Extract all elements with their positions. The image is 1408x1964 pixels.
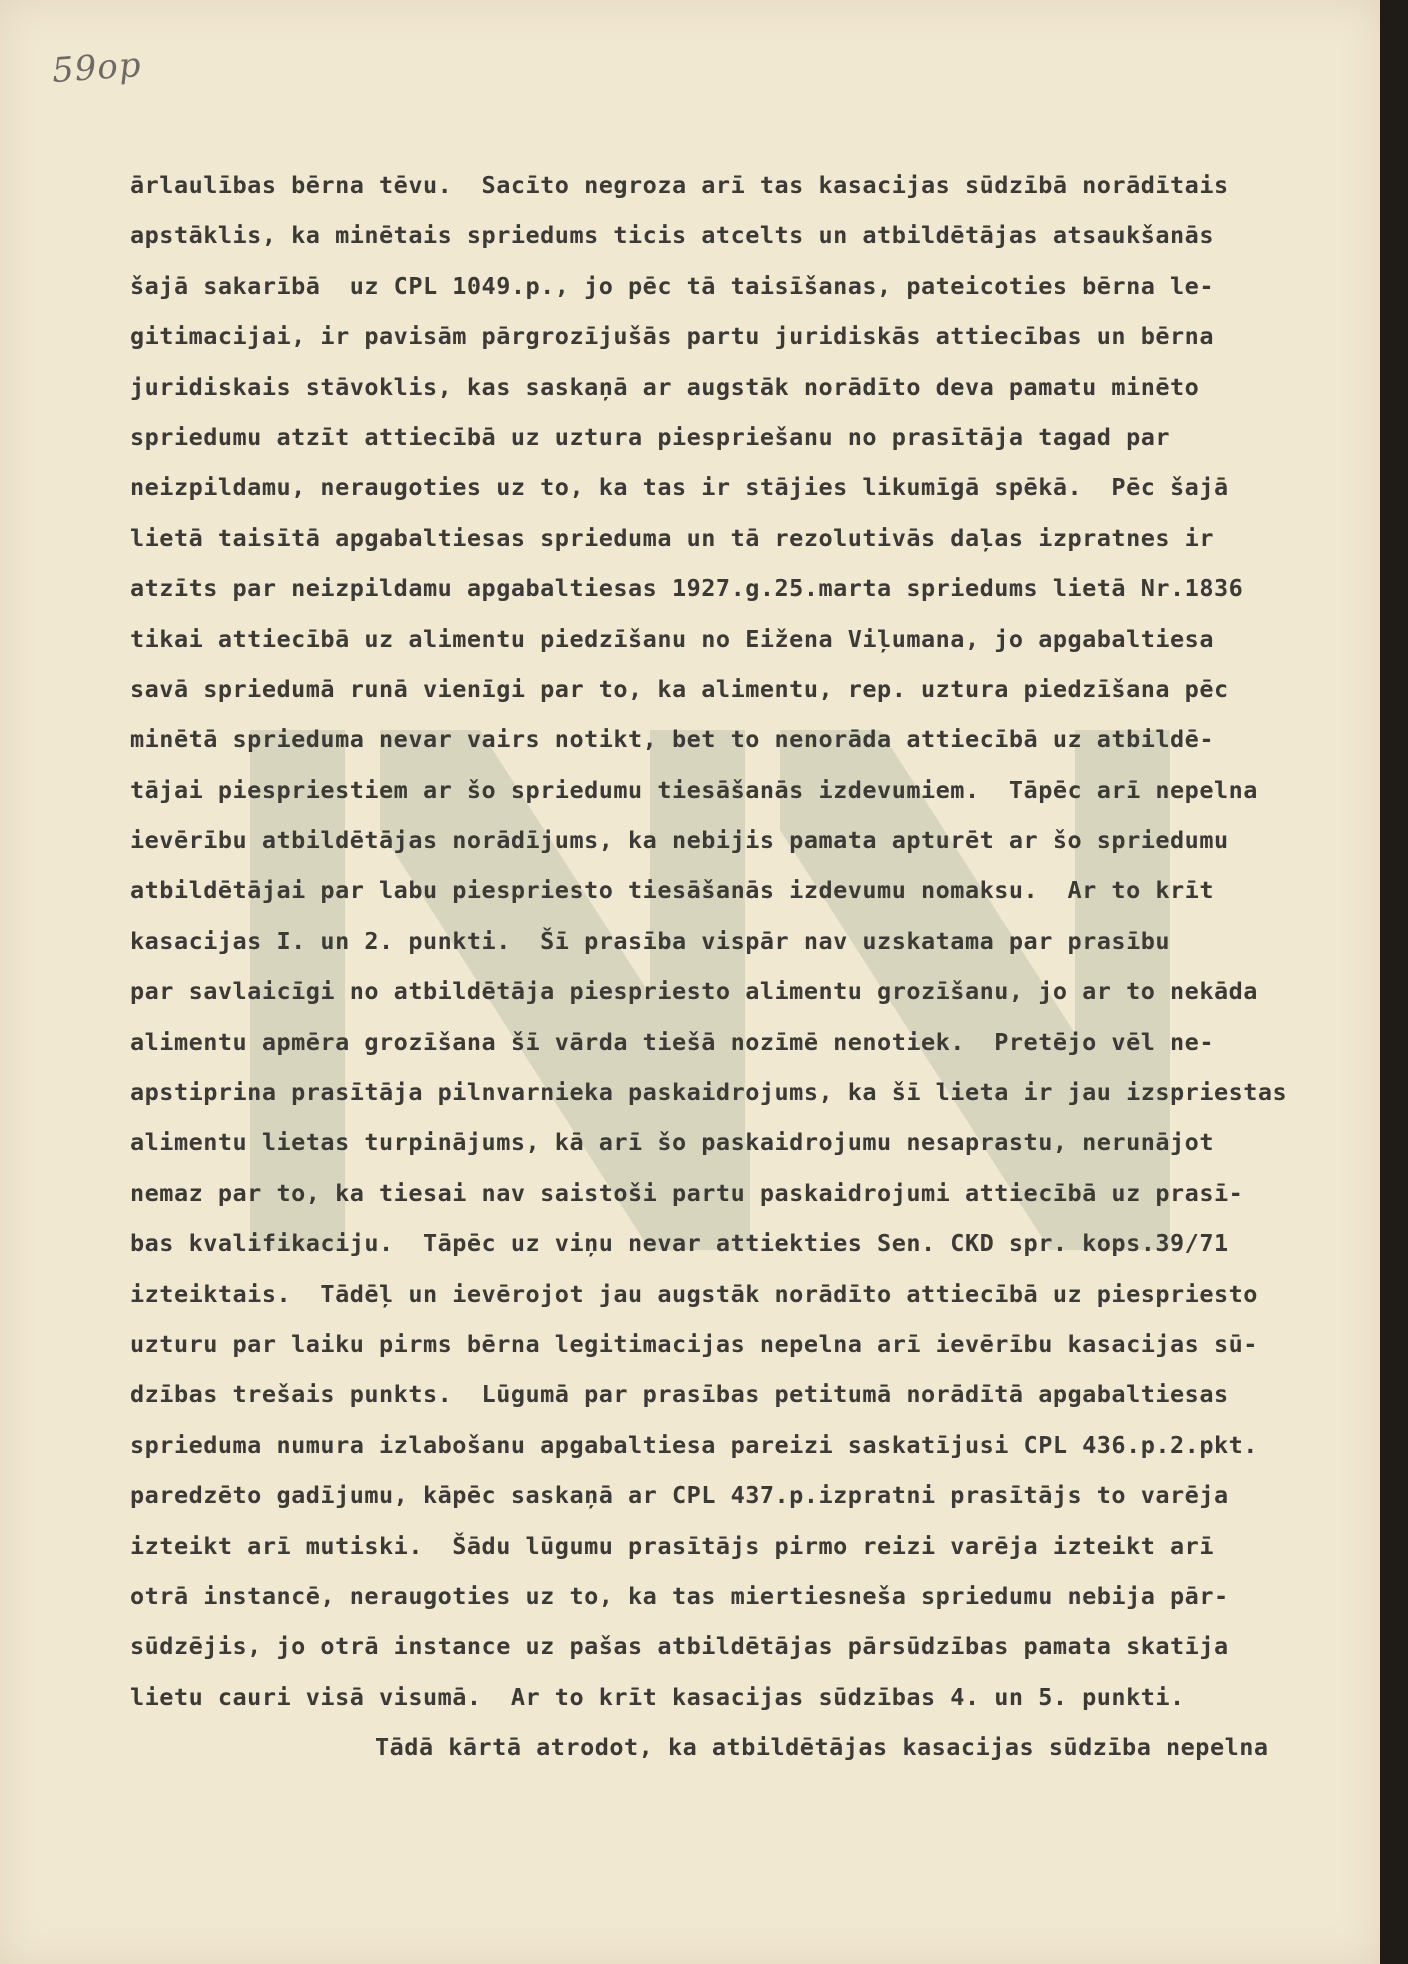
scan-border (1380, 0, 1408, 1964)
text-line: kasacijas I. un 2. punkti. Šī prasība vispār nav uzskatama par prasību (130, 926, 1171, 955)
text-line: tājai piespriestiem ar šo spriedumu tiesāšanās izdevumiem. Tāpēc arī nepelna (130, 775, 1258, 804)
text-line: lietā taisītā apgabaltiesas sprieduma un tā rezolutivās daļas izpratnes ir (130, 523, 1214, 552)
text-line: lietu cauri visā visumā. Ar to krīt kasacijas sūdzības 4. un 5. punkti. (130, 1682, 1185, 1711)
text-line: izteiktais. Tādēļ un ievērojot jau augstāk norādīto attiecībā uz piespriesto (130, 1279, 1258, 1308)
text-line: neizpildamu, neraugoties uz to, ka tas ir stājies likumīgā spēkā. Pēc šajā (130, 473, 1229, 502)
text-line: paredzēto gadījumu, kāpēc saskaņā ar CPL 437.p.izpratni prasītājs to varēja (130, 1481, 1229, 1510)
text-line: savā spriedumā runā vienīgi par to, ka alimentu, rep. uztura piedzīšana pēc (130, 674, 1229, 703)
text-line: minētā sprieduma nevar vairs notikt, bet to nenorāda attiecībā uz atbildē- (130, 725, 1214, 754)
text-line: alimentu apmēra grozīšana šī vārda tiešā nozīmē nenotiek. Pretējo vēl ne- (130, 1027, 1214, 1056)
text-line: alimentu lietas turpinājums, kā arī šo paskaidrojumu nesaprastu, nerunājot (130, 1128, 1214, 1157)
text-line: ārlaulības bērna tēvu. Sacīto negroza arī tas kasacijas sūdzībā norādītais (130, 171, 1229, 199)
margin-note: 59op (50, 44, 143, 92)
text-line: apstiprina prasītāja pilnvarnieka paskaidrojums, ka šī lieta ir jau izspriestas (130, 1078, 1288, 1107)
text-line: otrā instancē, neraugoties uz to, ka tas miertiesneša spriedumu nebija pār- (130, 1581, 1229, 1610)
text-line: sprieduma numura izlabošanu apgabaltiesa pareizi saskatījusi CPL 436.p.2.pkt. (130, 1430, 1258, 1459)
text-line: gitimacijai, ir pavisām pārgrozījušās partu juridiskās attiecības un bērna (130, 322, 1214, 351)
text-line: dzības trešais punkts. Lūgumā par prasības petitumā norādītā apgabaltiesas (130, 1380, 1229, 1409)
text-line: tikai attiecībā uz alimentu piedzīšanu no Eižena Viļumana, jo apgabaltiesa (130, 624, 1214, 653)
text-line: izteikt arī mutiski. Šādu lūgumu prasītājs pirmo reizi varēja izteikt arī (130, 1531, 1214, 1560)
document-body (130, 160, 1330, 1773)
text-line: nemaz par to, ka tiesai nav saistoši partu paskaidrojumi attiecībā uz prasī- (130, 1178, 1244, 1207)
text-line: Tādā kārtā atrodot, ka atbildētājas kasacijas sūdzība nepelna (375, 1733, 1269, 1762)
text-line: ievērību atbildētājas norādījums, ka nebijis pamata apturēt ar šo spriedumu (130, 826, 1229, 855)
text-line: šajā sakarībā uz CPL 1049.p., jo pēc tā taisīšanas, pateicoties bērna le- (130, 271, 1214, 300)
text-line: spriedumu atzīt attiecībā uz uztura piespriešanu no prasītāja tagad par (130, 422, 1171, 451)
text-line: uzturu par laiku pirms bērna legitimacijas nepelna arī ievērību kasacijas sū- (130, 1329, 1258, 1358)
text-line: bas kvalifikaciju. Tāpēc uz viņu nevar attiekties Sen. CKD spr. kops.39/71 (130, 1229, 1229, 1258)
text-line: apstāklis, ka minētais spriedums ticis atcelts un atbildētājas atsaukšanās (130, 221, 1214, 250)
text-line: juridiskais stāvoklis, kas saskaņā ar augstāk norādīto deva pamatu minēto (130, 372, 1200, 401)
text-line: sūdzējis, jo otrā instance uz pašas atbildētājas pārsūdzības pamata skatīja (130, 1632, 1229, 1661)
text-line: atbildētājai par labu piespriesto tiesāšanās izdevumu nomaksu. Ar to krīt (130, 876, 1214, 905)
text-line: par savlaicīgi no atbildētāja piespriesto alimentu grozīšanu, jo ar to nekāda (130, 977, 1258, 1006)
text-line: atzīts par neizpildamu apgabaltiesas 1927.g.25.marta spriedums lietā Nr.1836 (130, 574, 1244, 603)
